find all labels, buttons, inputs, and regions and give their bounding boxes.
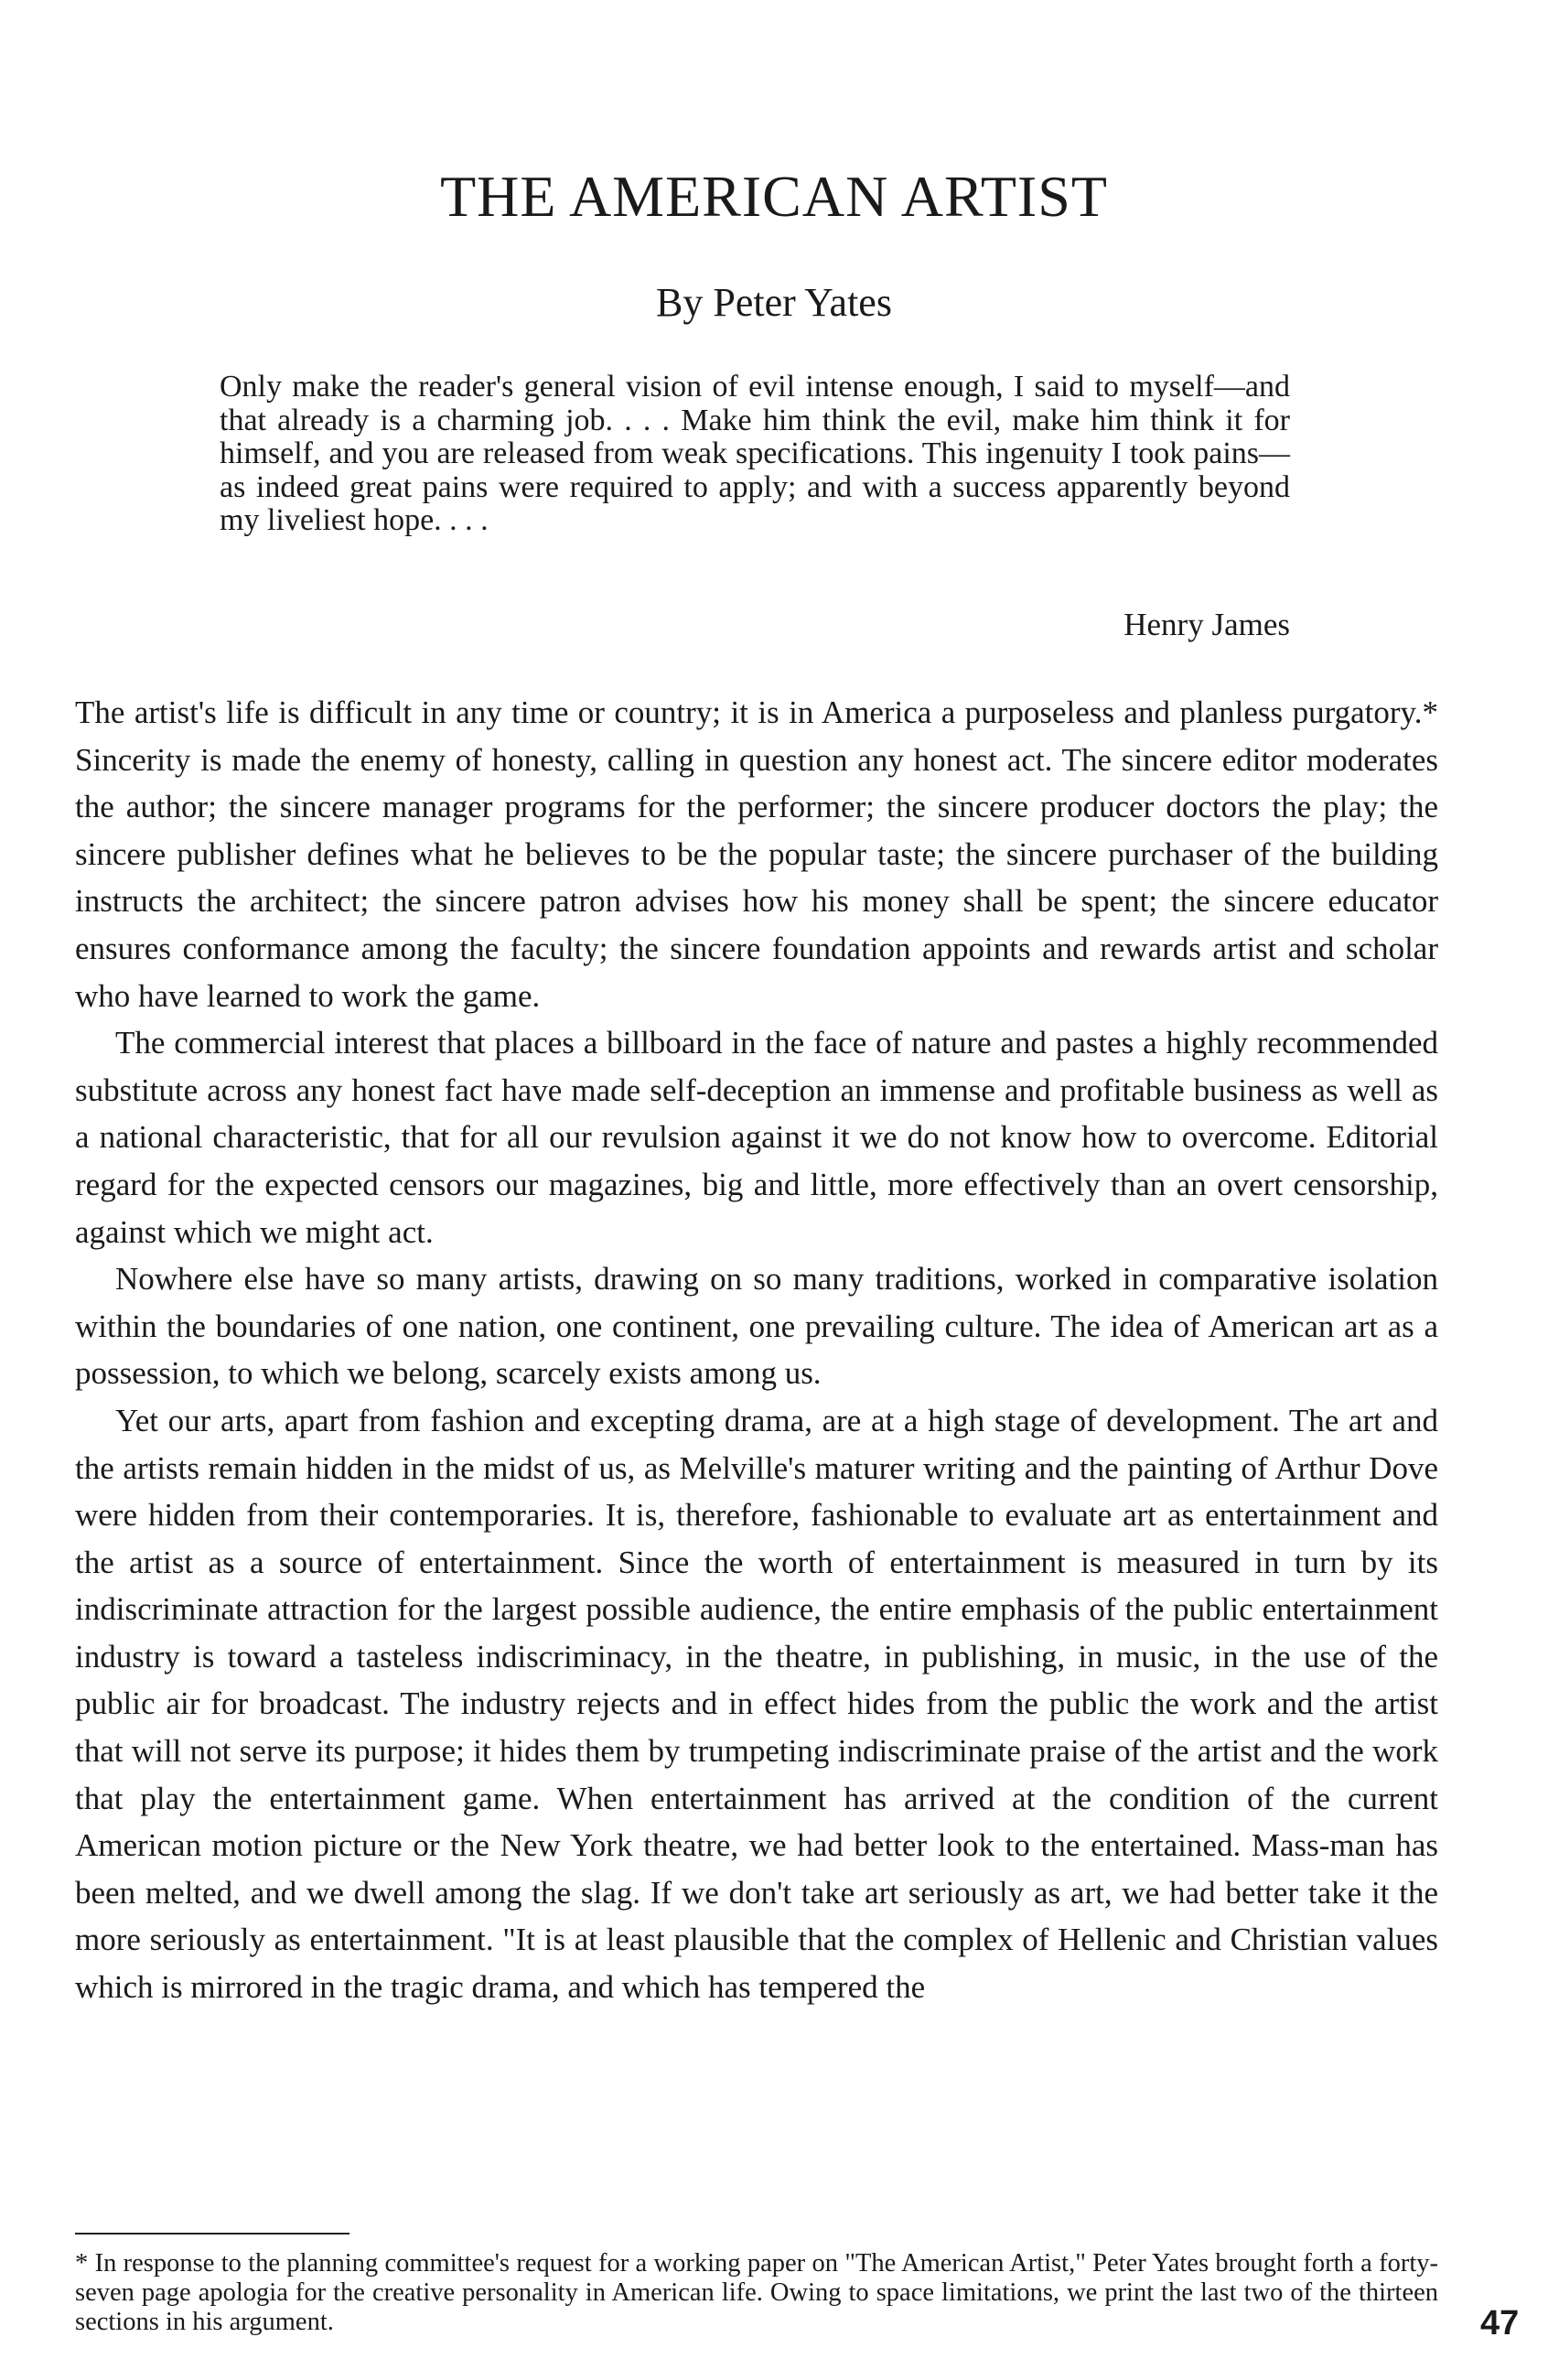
body-paragraph: Yet our arts, apart from fashion and excepting drama, are at a high stage of development. The art and the artists remain hidden in the midst of us, as Melville's maturer writing and the painting of Arthur Dove were hidden from their contemporaries. It is, therefore, fashionable to evaluate art as entertainment and the artist as a source of entertainment. Since the worth of entertainment is measured in turn by its indiscriminate attraction for the largest possible audience, the entire emphasis of the public entertainment industry is toward a tasteless indiscriminacy, in the theatre, in publishing, in music, in the use of the public air for broadcast. The industry rejects and in effect hides from the public the work and the artist that will not serve its purpose; it hides them by trumpeting indiscriminate praise of the artist and the work that play the entertainment game. When entertainment has arrived at the condition of the current American motion picture or the New York theatre, we had better look to the entertained. Mass-man has been melted, and we dwell among the slag. If we don't take art seriously as art, we had better take it the more seriously as entertainment. "It is at least plausible that the complex of Hellenic and Christian values which is mirrored in the tragic drama, and which has tempered the [75, 1402, 1438, 2006]
page-number: 47 [1480, 2304, 1520, 2342]
epigraph-text: Only make the reader's general vision of evil intense enough, I said to myself—and that already is a charming job. . . . Make him think the evil, make him think it for himself, and you are released from weak specifications. This ingenuity I took pains—as indeed great pains were required to apply; and with a success apparently beyond my liveliest hope. . . . [220, 370, 1290, 537]
body-paragraph: Nowhere else have so many artists, drawing on so many traditions, worked in comparative isolation within the boundaries of one nation, one continent, one prevailing culture. The idea of American art as a possession, to which we belong, scarcely exists among us. [75, 1261, 1438, 1392]
body-paragraph: The commercial interest that places a billboard in the face of nature and pastes a highly recommended substitute across any honest fact have made self-deception an immense and profitable business as well as a national characteristic, that for all our revulsion against it we do not know how to overcome. Editorial regard for the expected censors our magazines, big and little, more effectively than an overt censorship, against which we might act. [75, 1025, 1438, 1250]
footnote-divider [75, 2233, 349, 2235]
body-paragraph: The artist's life is difficult in any time or country; it is in America a purposeless and planless purgatory.* Sincerity is made the enemy of honesty, calling in question any honest act. The sincere editor moderates the author; the sincere manager programs for the performer; the sincere producer doctors the play; the sincere publisher defines what he believes to be the popular taste; the sincere purchaser of the building instructs the architect; the sincere patron advises how his money shall be spent; the sincere educator ensures conformance among the faculty; the sincere foundation appoints and rewards artist and scholar who have learned to work the game. [75, 695, 1438, 1014]
epigraph-attribution: Henry James [1123, 607, 1290, 642]
article-byline: By Peter Yates [656, 280, 892, 325]
article-body [75, 689, 1438, 2011]
footnote-text: * In response to the planning committee's request for a working paper on "The American Artist," Peter Yates brought forth a forty-seven page apologia for the creative personality in American life. Owing to space limitations, we print the last two of the thirteen sections in his argument. [75, 2249, 1438, 2336]
article-title: THE AMERICAN ARTIST [440, 164, 1108, 229]
